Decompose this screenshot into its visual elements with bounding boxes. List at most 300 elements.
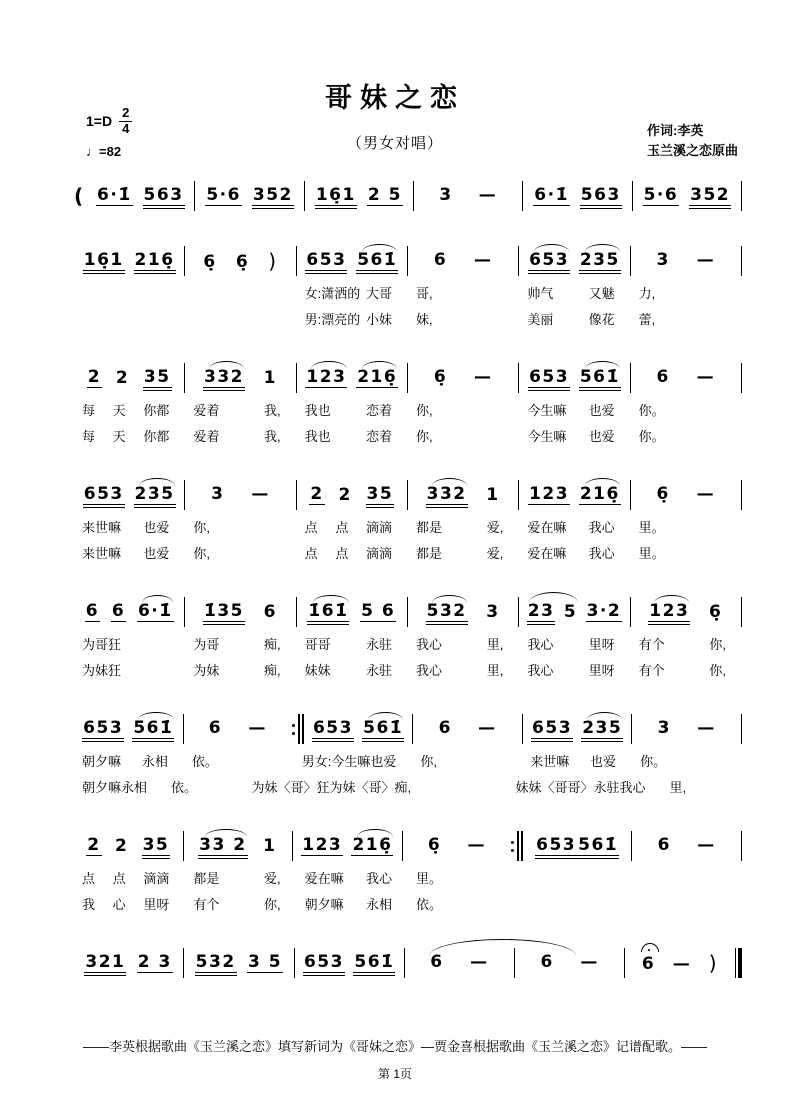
barline [741,831,742,861]
measure [405,953,514,973]
note-group: 6·1̇ [137,600,173,621]
note-group: 1 [263,835,277,856]
measure [297,368,407,389]
lyric-word: 痴, [264,662,281,678]
barline [741,181,742,211]
note-group: 6 [433,250,448,271]
note-group: 532 [195,951,236,972]
note-group: 6 [85,600,100,621]
lyric-word: 里, [669,779,687,795]
final-bar-thin [735,948,736,978]
lyric-cell [519,517,630,536]
lyric-cell [163,777,243,796]
note-group: 561̇ [357,249,398,270]
lyric-word: 依。 [171,779,198,795]
note-group: 6̣ [235,251,250,272]
note-group: 23 [527,600,555,621]
measure [523,186,631,207]
lyric-word: 妹妹〈哥哥〉永驻我心 [515,779,646,795]
notes-row [74,702,742,747]
lyric-cell [185,517,296,536]
note-group: 123 [302,834,343,855]
note-group: 2 [115,367,130,388]
lyric-word: 点 [82,870,96,886]
lyric-word: 爱在嘛 [304,870,344,886]
note-group: 563 [143,184,184,205]
measure [408,485,518,506]
lyric-word: 来世嘛 [82,519,122,535]
measure [631,485,741,505]
lyric-cell [519,426,630,445]
lyric-cell [74,777,163,796]
note-group: 6̣ [427,835,442,856]
lyric-word: 里呀 [588,636,615,652]
note-group: 6̣ [433,367,448,388]
lyric-word: 都是 [415,545,442,561]
lyric-word: 我心 [588,545,615,561]
notes-row [74,585,742,630]
note-group: 3 [656,250,670,271]
lyric-word: 里, [486,662,504,678]
lyric-row-2 [74,422,742,448]
lyric-word: 爱着 [193,428,220,444]
lyric-word: 哥哥 [304,636,331,652]
lyric-word: 里。 [638,519,665,535]
lyric-cell [408,517,519,536]
lyric-word: 永相 [141,753,168,769]
lyric-word: 滴滴 [365,545,392,561]
open-paren: ( [74,184,84,208]
score-line-6 [74,702,742,799]
lyric-word: 恋着 [365,428,392,444]
note-group: 3 [486,601,500,622]
measure [185,250,295,273]
note-group: 332 [203,366,244,387]
lyric-word: 你, [709,662,726,678]
measure [633,186,741,207]
lyric-cell [408,634,519,653]
lyric-word: 男女:今生嘛 [301,753,371,769]
measure [184,836,293,857]
barline [741,714,742,744]
dash-note: — [467,835,486,856]
lyric-word: 为妹狂 [82,662,122,678]
lyric-word: 永驻 [365,662,392,678]
measure [74,836,183,857]
lyric-cell [508,777,662,796]
lyric-word: 我 [82,896,96,912]
notes-row [74,234,742,279]
lyric-cell [185,400,296,419]
lyric-cell [297,283,408,302]
lyric-word: 点 [335,545,349,561]
note-group: 653 [529,366,570,387]
barline [741,363,742,393]
lyric-word: 你都 [143,402,170,418]
lyric-cell [408,400,519,419]
note-group: 6 [430,952,444,973]
note-group: 653 [83,717,124,738]
dash-note: — [251,484,270,505]
lyric-word: 你, [193,545,210,561]
measure [185,485,295,505]
dash-note: — [696,367,716,388]
measure [515,953,624,973]
measure [413,719,522,739]
dash-note: — [696,250,716,271]
lyric-cell [631,309,742,328]
lyric-cell [519,400,630,419]
score-line-8 [74,936,742,981]
tempo-marking: ♩=82 [86,143,122,159]
note-group: 35 [366,483,394,504]
note-group: 123 [306,366,347,387]
lyric-word: 也爱 [370,753,397,769]
note-group: 5·6 [206,184,241,205]
lyric-cell [412,751,522,770]
lyric-word: 大哥 [365,285,392,301]
note-group: 16̣1 [315,184,356,205]
note-group: 5 6 [361,600,396,621]
lyric-cell [297,634,408,653]
lyric-cell [297,517,408,536]
note-group: 6 [208,718,223,739]
lyric-word: 有个 [193,896,220,912]
measure [408,251,518,271]
measure [523,836,632,857]
lyric-cell [408,894,519,913]
note-group: 216̣ [352,834,393,855]
lyric-word: 朝夕嘛 [304,896,344,912]
measure [305,186,413,207]
lyric-word: 都是 [415,519,442,535]
lyric-word: 蕾, [638,311,656,327]
note-group: 321 [85,951,126,972]
lyric-cell [519,309,630,328]
lyric-cell [74,660,185,679]
lyric-word: 你, [193,519,210,535]
lyric-cell [519,543,630,562]
meter-fraction [119,106,132,137]
measure [519,368,629,389]
lyric-word: 依。 [415,896,442,912]
note-group: 352 [690,184,731,205]
lyric-word: 朝夕嘛 [82,753,122,769]
lyric-cell [522,751,632,770]
repeat-dots [292,724,295,735]
note-group: 6·1̇ [534,184,569,205]
lyric-word: 你, [264,896,281,912]
note-group: 532 [426,600,467,621]
lyric-row-1 [74,396,742,422]
lyric-word: 我心 [365,870,392,886]
measure [304,719,413,740]
note-group: 561̇ [578,834,619,855]
lyric-row-1 [74,864,742,890]
lyric-row-2 [74,305,742,331]
note-group: 2 [338,484,352,505]
note-group: 6·1̇ [97,184,132,205]
lyric-row-2 [74,539,742,565]
dash-note: — [478,185,498,206]
lyric-cell [631,426,742,445]
note-group: 235 [582,717,623,738]
lyric-word: 天 [112,428,126,444]
note-group: 2 3 [137,951,172,972]
score-line-2 [74,234,742,331]
measure [403,836,512,856]
note-group: 2 [87,834,101,855]
lyric-cell [74,751,184,770]
lyric-cell [519,660,630,679]
lyric-word: 恋着 [365,402,392,418]
measure [297,251,407,272]
lyric-cell [519,283,630,302]
note-group: 2 [114,835,129,856]
lyric-word: 里呀 [588,662,615,678]
close-paren: ) [268,248,278,273]
lyric-word: 每 [82,428,96,444]
measure [408,602,518,623]
lyric-cell [631,283,742,302]
note-group: 352 [252,184,293,205]
lyric-cell [185,543,296,562]
note-group: 123 [529,483,570,504]
lyric-word: 我也 [304,428,331,444]
note-group: 1̇61̇ [308,600,349,621]
note-group: 3 [439,185,453,206]
dash-note: — [248,718,267,739]
note-group: 653 [303,951,344,972]
lyric-word: 也爱 [590,753,617,769]
lyric-word: 我, [264,402,281,418]
repeat-dot [292,732,295,735]
lyric-word: 也爱 [588,402,615,418]
measure [74,602,184,623]
note-group: 6̣ [203,251,217,272]
note-group: 3·2 [586,600,622,621]
measure [297,485,407,506]
measure [632,719,741,739]
key-signature-block [86,106,132,159]
lyric-cell [185,634,296,653]
lyric-word: 男:漂亮的 [304,311,361,327]
measure [519,251,629,272]
key-and-meter [86,106,132,137]
lyric-word: 为妹〈哥〉狂为妹〈哥〉痴, [251,779,412,795]
note-group: 2 [310,483,324,504]
lyric-word: 每 [82,402,96,418]
lyric-word: 你, [415,402,433,418]
measure [184,719,293,739]
lyric-word: 我心 [527,636,554,652]
lyric-cell [297,309,408,328]
note-group: 16̣1 [83,249,124,270]
measure [185,368,295,389]
measure [414,186,522,206]
lyric-cell [185,426,296,445]
note-group: 1̇35 [203,600,244,621]
lyric-cell [632,751,742,770]
measure [631,368,741,388]
score-line-5 [74,585,742,682]
lyric-word: 妹, [415,311,433,327]
dash-note: — [696,484,716,505]
lyric-word: 有个 [638,662,665,678]
measure [74,953,183,974]
note-group: 35 [142,834,170,855]
repeat-dot [292,724,295,727]
lyric-cell [294,751,413,770]
lyric-word: 力, [638,285,656,301]
score-line-3 [74,351,742,448]
lyric-word: 痴, [264,636,281,652]
lyric-word: 我心 [415,662,442,678]
origin-credit: 玉兰溪之恋原曲 [646,143,738,159]
note-group: 6̣ [656,484,670,505]
note-group: 3 5 [248,951,283,972]
lyric-cell [297,426,408,445]
lyric-word: 你, [420,753,438,769]
lyric-cell [408,868,519,887]
lyric-row-1 [74,279,742,305]
lyric-word: 你, [415,428,433,444]
footer-credit: ——李英根据歌曲《玉兰溪之恋》填写新词为《哥妹之恋》—贾金喜根据歌曲《玉兰溪之恋》记谱配歌。—— [82,1039,707,1054]
note-group: 6 [263,601,277,622]
note-group: 2 [87,366,102,387]
measure [195,186,303,207]
note-group: 561̇ [579,366,620,387]
barline [741,246,742,276]
lyric-row-2 [74,773,742,799]
lyric-cell [631,400,742,419]
note-group: 653 [312,717,353,738]
lyric-word: 永相 [121,779,148,795]
dash-note: — [470,952,489,973]
lyric-cell [184,751,294,770]
notes-row [74,819,742,864]
barline [741,597,742,627]
lyric-cell [74,868,185,887]
note-group: 563 [580,184,621,205]
lyric-word: 爱, [264,870,281,886]
lyric-word: 女:潇洒的 [304,285,361,301]
note-group: 561̇ [363,717,404,738]
lyric-word: 里, [486,636,504,652]
measure [74,485,184,506]
lyric-word: 我也 [304,402,331,418]
notes-row [74,936,742,981]
lyric-word: 依。 [191,753,218,769]
lyric-word: 来世嘛 [530,753,570,769]
measure [184,953,293,974]
notes-row [74,351,742,396]
repeat-dots [511,841,514,852]
lyric-row-1 [74,630,742,656]
repeat-barline [517,831,519,861]
measure [86,186,194,207]
lyric-word: 我心 [588,519,615,535]
dash-note: — [580,952,599,973]
lyric-cell [74,543,185,562]
note-group: 6 [641,953,656,974]
note-group: 6 [657,835,671,856]
note-group: 3 [211,484,225,505]
measure [631,251,741,271]
final-barline [735,948,742,978]
note-group: 1 [263,367,277,388]
measure [519,485,629,506]
lyric-cell [243,777,427,796]
measure [631,602,741,623]
lyric-word: 爱着 [193,402,220,418]
note-group: 653 [529,249,570,270]
song-subtitle: （男女对唱） [346,135,443,152]
lyric-word: 滴滴 [365,519,392,535]
lyric-word: 爱在嘛 [527,545,567,561]
lyric-word: 都是 [193,870,220,886]
lyric-word: 你。 [640,753,667,769]
measure [297,602,407,623]
page-number: 第 1页 [377,1067,412,1081]
lyric-word: 点 [304,545,318,561]
lyric-cell [408,426,519,445]
lyric-cell [185,660,296,679]
note-group: 332 [426,483,467,504]
score [74,169,742,981]
lyric-word: 永相 [365,896,392,912]
lyric-word: 美丽 [527,311,554,327]
lyric-row-1 [74,747,742,773]
lyric-word: 滴滴 [143,870,170,886]
lyric-cell [297,894,408,913]
lyric-cell [185,868,296,887]
lyric-cell [297,543,408,562]
lyric-word: 我心 [415,636,442,652]
lyric-cell [185,894,296,913]
note-group: 2 5 [367,184,402,205]
dash-note: — [697,835,716,856]
lyric-word: 天 [112,402,126,418]
lyric-cell [74,426,185,445]
measure [523,719,632,740]
lyric-word: 你, [709,636,726,652]
notes-row [74,468,742,513]
meter-numerator: 2 [122,105,130,120]
lyric-word: 为哥 [193,636,220,652]
lyric-cell [297,400,408,419]
measure [632,836,741,856]
note-group: 6̣ [708,601,723,622]
measure [625,952,734,975]
score-line-4 [74,468,742,565]
note-group: 6 [111,600,126,621]
lyric-word: 帅气 [527,285,554,301]
note-group: 6 [540,952,554,973]
lyric-cell [408,283,519,302]
lyric-word: 爱, [486,519,504,535]
repeat-dot [511,841,514,844]
measure [74,251,184,272]
lyric-word: 我心 [527,662,554,678]
final-bar-thick [738,948,742,978]
lyric-cell [631,517,742,536]
lyric-cell [631,660,742,679]
lyric-word: 你。 [638,402,665,418]
lyric-word: 为妹 [193,662,220,678]
lyric-cell [631,634,742,653]
note-group: 653 [83,483,124,504]
